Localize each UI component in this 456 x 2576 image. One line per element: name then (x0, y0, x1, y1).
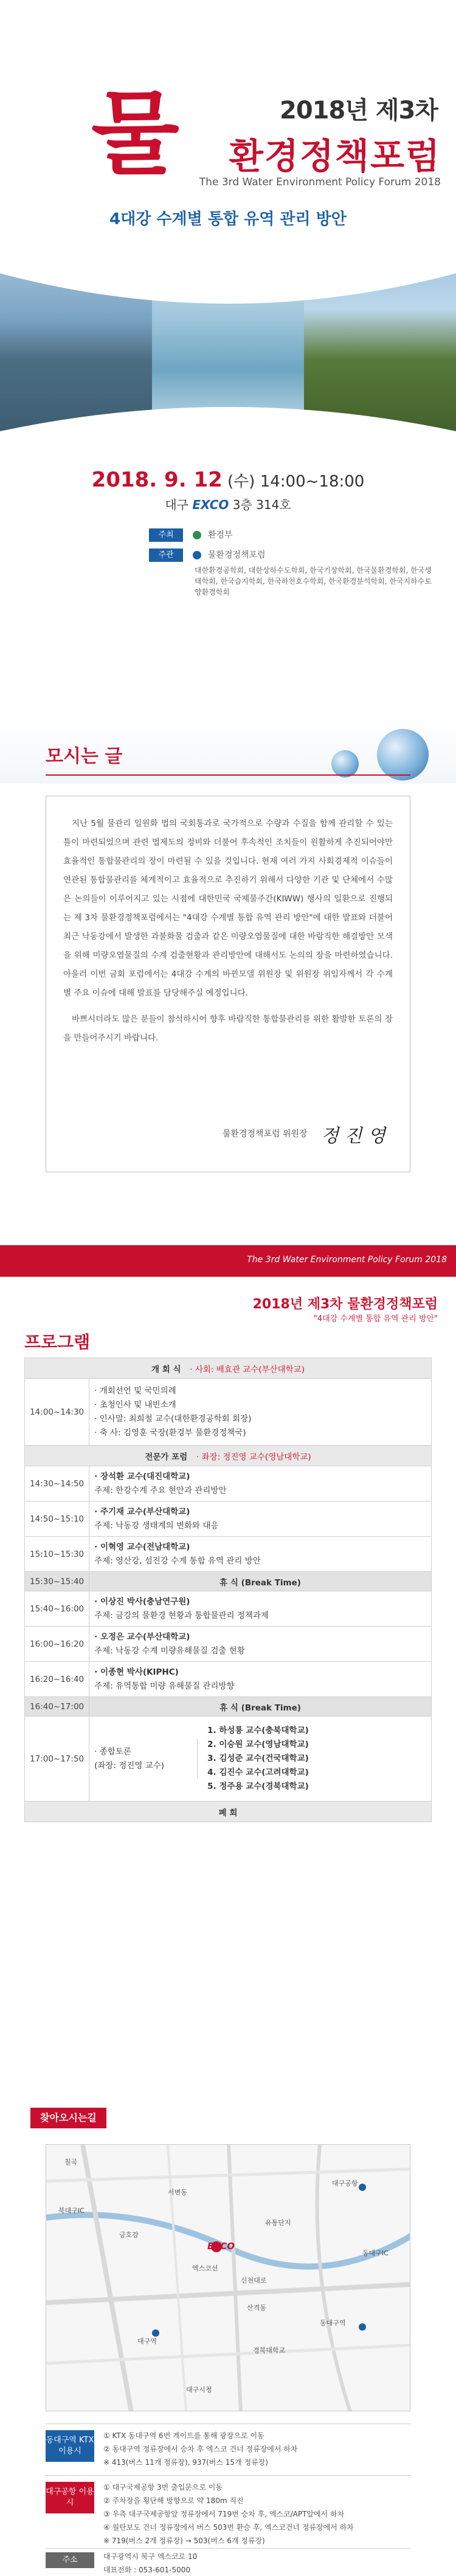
direction-airport (46, 2475, 410, 2547)
map-label: 북대구IC (58, 2207, 85, 2215)
address-line: 대구광역시 북구 엑스코로 10 (103, 2552, 198, 2561)
opening-time: 14:00~14:30 (25, 1379, 89, 1446)
invitation-letter-section (0, 717, 456, 1245)
direction-line: ① 대구국제공항 3번 출입문으로 이동 (103, 2483, 223, 2492)
direction-tag: 대구공항 이용시 (46, 2482, 94, 2513)
talk-speaker: · 이상진 박사(충남연구원) (94, 1596, 190, 1607)
break-row (25, 1572, 432, 1591)
talk-topic: 주제: 영산강, 섬진강 수계 통합 유역 관리 방안 (94, 1556, 261, 1566)
map-exco-marker: EXCO (207, 2241, 235, 2252)
talk-topic: 주제: 낙동강 수계 미량유해물질 검출 현황 (94, 1645, 245, 1656)
break-time: 15:30~15:40 (25, 1572, 89, 1591)
date-time: 14:00~18:00 (260, 473, 365, 491)
table-row (25, 1591, 432, 1627)
map-label: 서변동 (168, 2188, 187, 2196)
host-name: 환경부 (207, 530, 233, 540)
panel-time: 17:00~17:50 (25, 1717, 89, 1802)
water-drop-icon (331, 750, 359, 777)
photo-curve-mask (0, 249, 456, 449)
direction-tag: 주소 (46, 2552, 94, 2568)
opening-item: · 개회선언 및 국민의례 (94, 1385, 176, 1396)
direction-ktx (46, 2424, 410, 2472)
table-row (25, 1502, 432, 1537)
cover-big-char: 물 (91, 80, 179, 187)
opening-item: · 초청인사 및 내빈소개 (94, 1399, 176, 1410)
venue-exco-logo: EXCO (192, 497, 229, 512)
talk-time: 16:00~16:20 (25, 1627, 89, 1662)
directions-title: 찾아오시는길 (30, 2108, 106, 2128)
session1-header: 전문가 포럼 (145, 1452, 188, 1462)
panelist: 2. 이승원 교수(영남대학교) (207, 1740, 309, 1749)
cover-venue (0, 495, 456, 513)
opening-items (89, 1379, 432, 1446)
letter-body (63, 815, 393, 1048)
date-main: 2018. 9. 12 (91, 468, 223, 492)
opening-item: · 축 사: 김영훈 국장(환경부 물환경정책국) (94, 1427, 246, 1438)
talk-speaker: · 이혁영 교수(전남대학교) (94, 1542, 190, 1552)
map-label: 엑스코선 (192, 2264, 218, 2272)
talk-topic: 주제: 한강수계 주요 현안과 관리방안 (94, 1485, 227, 1495)
direction-line: ② 주차장을 횡단해 방향으로 약 180m 직진 (103, 2496, 244, 2505)
phone-line: 대표전화 : 053-601-5000 (103, 2566, 191, 2574)
map-label: 동대구역 (320, 2319, 346, 2327)
break-time: 16:40~17:00 (25, 1697, 89, 1717)
panel-chair: (좌장: 정진영 교수) (94, 1760, 165, 1771)
opening-chair: · 사회: 배효관 교수(부산대학교) (190, 1364, 305, 1375)
map-label: 대구공항 (332, 2179, 358, 2187)
panelist: 1. 하성룡 교수(충북대학교) (207, 1726, 309, 1735)
table-row (25, 1466, 432, 1502)
talk-topic: 주제: 낙동강 생태계의 변화와 대응 (94, 1520, 219, 1531)
talk-speaker: · 주기재 교수(부산대학교) (94, 1506, 190, 1517)
cover-title: 환경정책포럼 (229, 135, 441, 177)
talk-time: 14:30~14:50 (25, 1466, 89, 1502)
break-row (25, 1697, 432, 1717)
signature-name: 정 진 영 (320, 1126, 385, 1147)
closing-row (25, 1802, 432, 1822)
direction-tag: 동대구역 KTX 이용시 (46, 2430, 94, 2462)
talk-time: 16:20~16:40 (25, 1662, 89, 1697)
program-band-text: The 3rd Water Environment Policy Forum 2018 (247, 1255, 447, 1265)
direction-line: ③ 우측 대구국제공항앞 정류장에서 719번 승차 후, 엑스코/APT앞에서 하차 (103, 2510, 345, 2518)
program-table (24, 1358, 432, 1822)
program-forum-theme: "4대강 수계별 통합 유역 관리 방안" (313, 1314, 438, 1324)
cover-date (0, 468, 456, 492)
water-drop-icon (377, 729, 429, 781)
direction-address (46, 2548, 410, 2576)
talk-time: 15:40~16:00 (25, 1591, 89, 1627)
cover-year-edition: 2018년 제3차 (279, 97, 438, 125)
talk-time: 14:50~15:10 (25, 1502, 89, 1537)
letter-signature (223, 1121, 385, 1147)
panelist: 5. 정주용 교수(경북대학교) (207, 1782, 309, 1791)
venue-suffix: 3층 314호 (232, 497, 291, 512)
program-title: 프로그램 (24, 1332, 91, 1352)
talk-topic: 주제: 유역통합 미량 유해물질 관리방향 (94, 1681, 235, 1691)
panel-content (94, 1724, 426, 1794)
table-row (25, 1627, 432, 1662)
map-label: 칠곡 (64, 2158, 78, 2166)
letter-title: 모시는 글 (46, 746, 123, 767)
venue-prefix: 대구 (165, 497, 188, 512)
map-label: 금호강 (119, 2231, 139, 2239)
cover-photo-strip (0, 249, 456, 449)
map-label: 신천대로 (241, 2277, 267, 2284)
session1-chair: · 좌장: 정진영 교수(영남대학교) (196, 1452, 311, 1462)
opening-item: · 인사말: 최희철 교수(대한환경공학회 회장) (94, 1413, 252, 1424)
cover-section (0, 0, 456, 717)
closing-label: 폐 회 (25, 1802, 432, 1822)
program-section (0, 1245, 456, 2083)
forum-logo-icon (193, 551, 201, 559)
break-label: 휴 식 (Break Time) (89, 1572, 432, 1591)
letter-paragraph: 바쁘시더라도 많은 분들이 참석하시어 향후 바람직한 통합물관리를 위한 활발한 토론의 장을 만들어주시기 바랍니다. (63, 1014, 393, 1043)
program-forum-title: 2018년 제3차 물환경정책포럼 (252, 1297, 438, 1312)
table-row (25, 1537, 432, 1572)
map-label: 유통단지 (265, 2219, 291, 2227)
talk-topic: 주제: 금강의 물환경 현황과 통합물관리 정책과제 (94, 1610, 269, 1621)
break-label: 휴 식 (Break Time) (89, 1697, 432, 1717)
letter-title-divider (46, 774, 410, 776)
talk-speaker: · 오정은 교수(부산대학교) (94, 1631, 190, 1642)
location-map (46, 2144, 410, 2411)
session1-header-row (25, 1446, 432, 1466)
ministry-logo-icon (193, 531, 201, 539)
date-day: (수) (227, 473, 255, 491)
signature-role: 물환경정책포럼 위원장 (222, 1129, 308, 1139)
panelist-list (198, 1724, 309, 1794)
talk-speaker: · 이종현 박사(KIPHC) (94, 1667, 179, 1677)
opening-header: 개 회 식 (151, 1364, 181, 1375)
organizer-name: 물환경정책포럼 (207, 550, 266, 560)
organizer-tag: 주관 (149, 548, 183, 562)
direction-line: ④ 월탄보도 건너 정류장에서 버스 503번 환승 후, 엑스코건너 정류장에서 하차 (103, 2523, 354, 2532)
map-label: 대구역 (137, 2337, 157, 2345)
letter-box (46, 796, 410, 1172)
host-row (149, 528, 441, 542)
host-tag: 주최 (149, 528, 183, 542)
talk-speaker: · 장석환 교수(대진대학교) (94, 1471, 190, 1481)
panelist: 4. 김진수 교수(고려대학교) (207, 1768, 309, 1777)
organizer-row (149, 548, 441, 562)
organizer-list: 대한환경공학회, 대한상하수도학회, 한국기상학회, 한국물환경학회, 한국생태학회, 한국습지학회, 한국하천호수학회, 한국환경분석학회, 한국지하수토양환경학회 (195, 566, 432, 596)
panel-label: · 종합토론 (94, 1746, 131, 1757)
direction-line: ※ 413(버스 11개 정류장), 937(버스 15개 정류장) (103, 2458, 268, 2467)
map-label: 대구시청 (186, 2386, 212, 2394)
table-row (25, 1379, 432, 1446)
map-label: 산격동 (247, 2304, 266, 2312)
letter-paragraph: 지난 5월 물관리 일원화 법의 국회통과로 국가적으로 수량과 수질을 함께 관리할 수 있는 틀이 마련되었으며 관련 법제도의 정비와 더불어 후속적인 조치들이 원활하게 추진되어야만 효율적인 통합물관리의 장이 마련될 수 있을 것입니다. 현재 여러 가지 사회경제적 이슈들이 연관된 통합물관리를 체계적이고 효율적으로 추진하기 위해서 다양한 기관 및 단체에서 수많은 논의들이 이루어지고 있는 시점에 대한민국 국제물주간(KIWW) 행사의 일환으로 진행되는 제 3차 물환경정책포럼에서는 "4대강 수계별 통합 유역 관리 방안"에 대한 발표와 더불어 최근 낙동강에서 발생한 과불화물 검출과 같은 미량오염물질에 대한 바람직한 해결방안 모색을 위해 미량오염물질의 수계 검출현황과 관리방안에 대해서도 논의의 장을 마련하였습니다. 아울러 이번 금회 포럼에서는 4대강 수계의 바뀐모델 위원장 및 위원장 위임자께서 각 수계별 주요 이슈에 대해 발표를 담당해주실 예정입니다. (63, 819, 393, 998)
direction-line: ① KTX 동대구역 6번 게이트를 통해 광장으로 이동 (103, 2431, 264, 2440)
panel-row (25, 1717, 432, 1802)
direction-line: ② 동대구역 정류장에서 승차 후 엑스코 건너 정류장에서 하차 (103, 2445, 298, 2453)
cover-theme: 4대강 수계별 통합 유역 관리 방안 (109, 210, 347, 228)
talk-time: 15:10~15:30 (25, 1537, 89, 1572)
directions-section (0, 2083, 456, 2576)
map-label: 경북대학교 (253, 2346, 286, 2354)
map-label: 동대구IC (362, 2249, 389, 2257)
panelist: 3. 김성준 교수(건국대학교) (207, 1754, 309, 1763)
direction-line: ※ 719(버스 2개 정류장) → 503(버스 6개 정류장) (103, 2537, 265, 2545)
cover-subtitle-en: The 3rd Water Environment Policy Forum 2018 (199, 176, 441, 188)
table-row (25, 1662, 432, 1697)
opening-header-row (25, 1358, 432, 1379)
